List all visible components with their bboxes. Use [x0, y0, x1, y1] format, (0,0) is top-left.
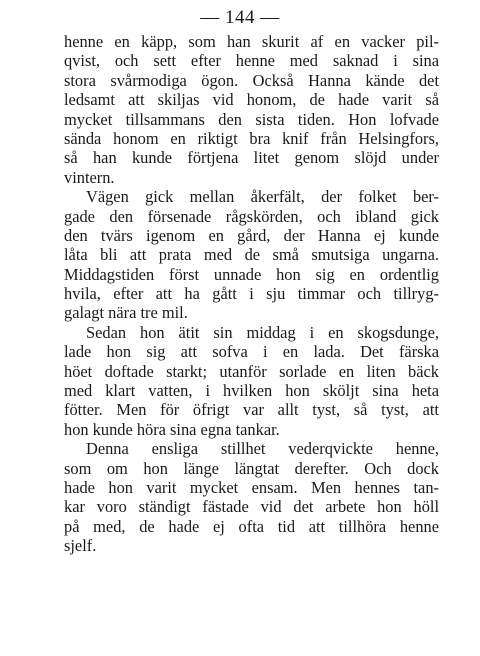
text-line: låta bli att prata med de små smutsiga ungarna.: [64, 245, 439, 265]
text-line: Denna ensliga stillhet vederqvickte henne,: [86, 439, 439, 459]
text-line: ledsamt att skiljas vid honom, de hade varit så: [64, 90, 439, 110]
text-line: stora svårmodiga ögon. Också Hanna kände det: [64, 70, 439, 90]
text-line: kar voro ständigt fästade vid det arbete hon höll: [64, 497, 439, 517]
text-line: sända honom en riktigt bra knif från Helsingfors,: [64, 128, 439, 148]
text-line: sjelf.: [64, 536, 97, 556]
text-line: hade hon varit mycket ensam. Men hennes tan-: [64, 477, 439, 497]
body-text: [64, 32, 439, 556]
text-line: Middagstiden först unnade hon sig en ordentlig: [64, 264, 439, 284]
text-line: Vägen gick mellan åkerfält, der folket ber-: [86, 187, 439, 207]
page-number: — 144 —: [200, 7, 280, 28]
text-line: på med, de hade ej ofta tid att tillhöra henne: [64, 516, 439, 536]
text-line: fötter. Men för öfrigt var allt tyst, så tyst, att: [64, 400, 439, 420]
text-line: lade hon sig att sofva i en lada. Det färska: [64, 342, 439, 362]
text-line: så han kunde förtjena litet genom slöjd under: [64, 148, 439, 168]
text-line: gade den försenade rågskörden, och ibland gick: [64, 206, 439, 226]
text-line: som om hon länge längtat derefter. Och dock: [64, 458, 439, 478]
text-line: henne en käpp, som han skurit af en vacker pil-: [64, 32, 439, 51]
text-line: med klart vatten, i hvilken hon sköljt sina heta: [64, 381, 439, 401]
text-line: den tvärs igenom en gård, der Hanna ej kunde: [64, 225, 439, 245]
text-line: qvist, och sett efter henne med saknad i sina: [64, 51, 439, 71]
text-line: mycket tillsammans den sista tiden. Hon lofvade: [64, 109, 439, 129]
text-line: galagt nära tre mil.: [64, 303, 188, 323]
text-line: hvila, efter att ha gått i sju timmar och tillryg-: [64, 284, 439, 304]
text-line: vintern.: [64, 167, 115, 187]
text-line: höet doftade starkt; utanför sorlade en liten bäck: [64, 361, 439, 381]
text-line: hon kunde höra sina egna tankar.: [64, 419, 280, 439]
text-line: Sedan hon ätit sin middag i en skogsdunge,: [86, 322, 439, 342]
